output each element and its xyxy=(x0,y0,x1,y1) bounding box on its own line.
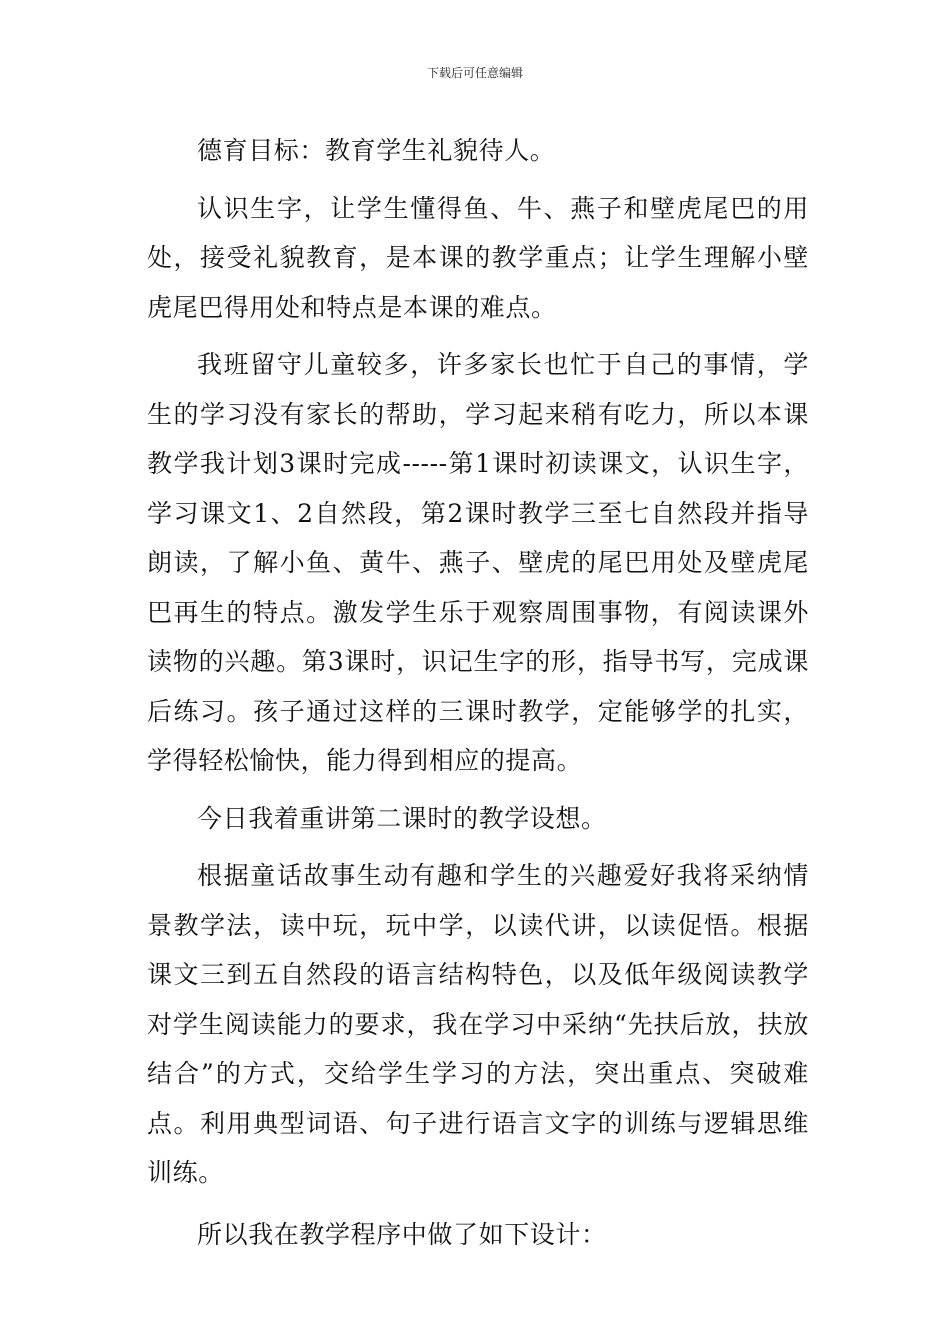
page-header-note: 下载后可任意编辑 xyxy=(426,66,523,80)
paragraph-moral-goal: 德育目标：教育学生礼貌待人。 xyxy=(197,136,556,165)
paragraph-class-plan: 我班留守儿童较多，许多家长也忙于自己的事情，学生的学习没有家长的帮助，学习起来稍有吃力，所以本课教学我计划3课时完成-----第1课时初读课文，认识生字，学习课文1、2自然段，第2课时教学三至七自然段并指导朗读，了解小鱼、黄牛、燕子、壁虎的尾巴用处及壁虎尾巴再生的特点。激发学生乐于观察周围事物，有阅读课外读物的兴趣。第3课时，识记生字的形，指导书写，完成课后练习。孩子通过这样的三课时教学，定能够学的扎实，学得轻松愉快，能力得到相应的提高。 xyxy=(147,350,809,775)
document-body xyxy=(147,126,809,1267)
paragraph-second-lesson: 今日我着重讲第二课时的教学设想。 xyxy=(197,803,607,833)
paragraph-key-points: 认识生字，让学生懂得鱼、牛、燕子和壁虎尾巴的用处，接受礼貌教育，是本课的教学重点；让学生理解小壁虎尾巴得用处和特点是本课的难点。 xyxy=(147,193,809,322)
paragraph-design-intro: 所以我在教学程序中做了如下设计： xyxy=(197,1219,607,1249)
paragraph-teaching-method: 根据童话故事生动有趣和学生的兴趣爱好我将采纳情景教学法，读中玩，玩中学，以读代讲，以读促悟。根据课文三到五自然段的语言结构特色，以及低年级阅读教学对学生阅读能力的要求，我在学习中采纳“先扶后放，扶放结合”的方式，交给学生学习的方法，突出重点、突破难点。利用典型词语、句子进行语言文字的训练与逻辑思维训练。 xyxy=(147,861,809,1187)
